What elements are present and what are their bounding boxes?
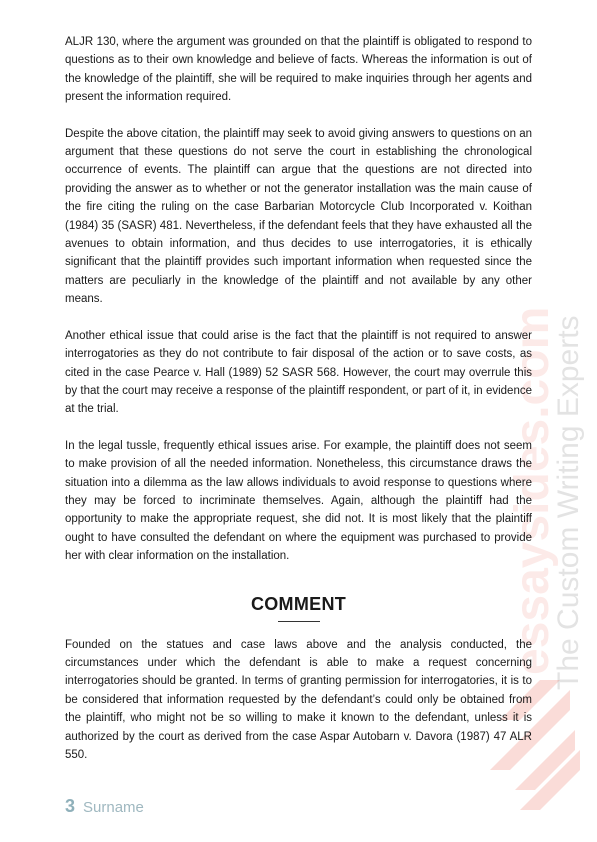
watermark-tagline: The Custom Writing Experts: [552, 315, 585, 690]
watermark-brand: essaysides.com: [506, 306, 559, 675]
paragraph-4: In the legal tussle, frequently ethical issues arise. For example, the plaintiff does not seem to make provision of all the needed information. Nonetheless, this circumstance draws the situation into a dilemma as the law allows individuals to avoid response to questions where they may be forced to incriminate themselves. Again, although the plaintiff had the opportunity to make the appropriate request, she did not. It is most likely that the plaintiff ought to have consulted the defendant on where the equipment was purchased to provide her with clear information on the installation.: [65, 439, 532, 563]
page-number: 3: [65, 796, 76, 816]
paragraph-2: Despite the above citation, the plaintiff may seek to avoid giving answers to questions on an argument that these questions do not serve the court in establishing the chronological occurrence of events. The plaintiff can argue that the questions are not directed into providing the answer as to whether or not the generator installation was the main cause of the fire citing the ruling on the case Barbarian Motorcycle Club Incorporated v. Koithan (1984) 35 (SASR) 481. Nevertheless, if the defendant feels that they have exhausted all the avenues to obtain information, and thus decides to use interrogatories, it is ethically significant that the plaintiff provides such important information when requested since the matters are peculiarly in the knowledge of the plaintiff and not available by any other means.: [65, 127, 532, 306]
document-body: [65, 33, 532, 782]
paragraph-1: ALJR 130, where the argument was grounded on that the plaintiff is obligated to respond to questions as to their own knowledge and believe of facts. Whereas the information is out of the knowledge of the plaintiff, she will be required to make inquiries through her agents and present the information required.: [65, 36, 532, 104]
comment-paragraph: Founded on the statues and case laws above and the analysis conducted, the circumstances under which the defendant is able to make a request concerning interrogatories should be granted. In terms of granting permission for interrogatories, it is to be considered that information requested by the defendant’s could only be obtained from the plaintiff, who might not be so willing to make it known to the defendant, unless it is authorized by the court as derived from the case Aspar Autobarn v. Davora (1987) 47 ALR 550.: [65, 638, 532, 761]
footer-surname: Surname: [83, 799, 144, 816]
heading-underline: [278, 621, 320, 622]
page-footer: [65, 796, 144, 817]
comment-heading: COMMENT: [250, 593, 347, 614]
paragraph-3: Another ethical issue that could arise is the fact that the plaintiff is not required to answer interrogatories as they do not contribute to fair disposal of the action or to save costs, as cited in the case Pearce v. Hall (1989) 52 SASR 568. However, the court may overrule this by that the court may receive a response of the plaintiff respondent, or part of it, in evidence at the trial.: [65, 329, 532, 416]
